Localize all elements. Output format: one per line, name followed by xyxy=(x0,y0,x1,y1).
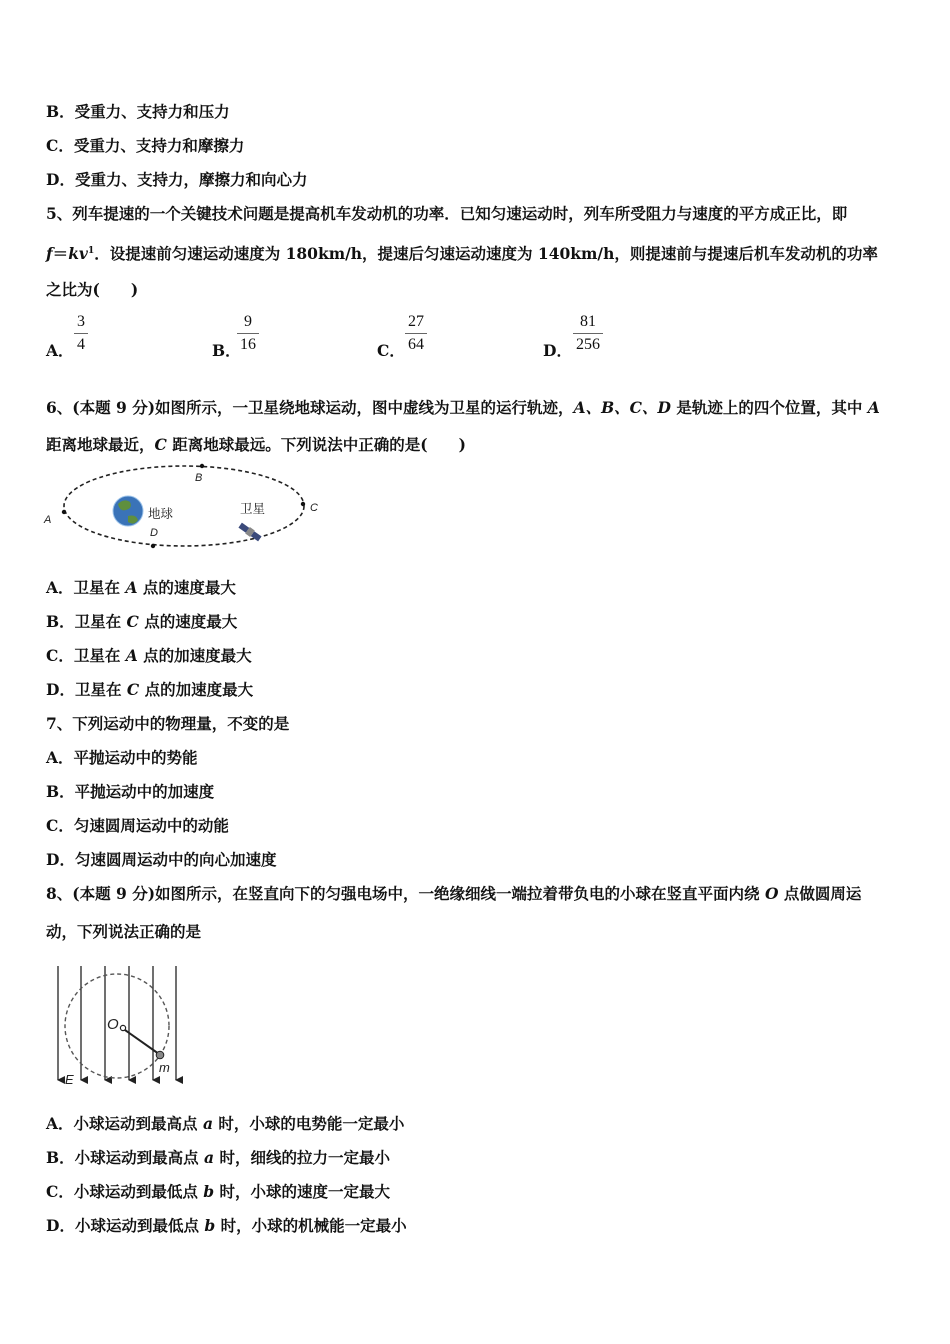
q4-option-b: B．受重力、支持力和压力 xyxy=(46,102,230,121)
satellite-icon xyxy=(238,522,262,542)
earth-label: 地球 xyxy=(148,507,174,521)
label-m: m xyxy=(159,1060,170,1075)
q5-option-a-num: 3 xyxy=(77,313,85,330)
q6-stem-var-a: A xyxy=(867,398,880,417)
q5-stem-line2 xyxy=(46,241,878,264)
q5-option-b-label: B． xyxy=(212,341,241,360)
orbit-point-b xyxy=(200,464,204,468)
q6-satellite-orbit-figure xyxy=(40,460,330,555)
q5-option-a-fraction xyxy=(74,313,88,354)
q6-option-c: C．卫星在 A 点的加速度最大 xyxy=(46,646,252,665)
q5-option-d-label: D． xyxy=(543,341,572,360)
q5-option-d-den: 256 xyxy=(576,336,600,353)
q5-option-b-den: 16 xyxy=(240,336,256,353)
q5-option-d-fraction xyxy=(573,313,603,354)
q8-stem-line1 xyxy=(46,884,861,904)
q5-formula-eq: ＝ xyxy=(52,244,69,264)
label-e: E xyxy=(65,1072,74,1087)
charged-ball xyxy=(156,1051,164,1059)
q5-option-a-label: A． xyxy=(46,341,74,360)
q4-option-c: C．受重力、支持力和摩擦力 xyxy=(46,136,245,155)
orbit-point-c xyxy=(301,502,305,506)
q6-option-d: D．卫星在 C 点的加速度最大 xyxy=(46,680,254,699)
orbit-label-c: C xyxy=(310,502,318,514)
q6-option-b: B．卫星在 C 点的速度最大 xyxy=(46,612,238,631)
q6-stem-line1 xyxy=(46,398,880,418)
orbit-point-d xyxy=(151,544,155,548)
satellite-label: 卫星 xyxy=(240,502,266,516)
q5-formula-f: f xyxy=(46,244,53,264)
earth-icon xyxy=(113,496,143,526)
q5-stem-line2-rest: ．设提速前匀速运动速度为 180km/h，提速后匀速运动速度为 140km/h，则提速前与提速后机车发动机的功率 xyxy=(94,244,878,264)
q7-option-b: B．平抛运动中的加速度 xyxy=(46,782,215,801)
q5-option-a-den: 4 xyxy=(77,336,85,353)
q5-stem-line3: 之比为( ) xyxy=(46,280,139,299)
q5-formula-sup: 1 xyxy=(87,246,95,256)
q8-stem-line1-pre: 8、(本题 9 分)如图所示，在竖直向下的匀强电场中，一绝缘细线一端拉着带负电的小球在竖直平面内绕 xyxy=(46,884,765,903)
q7-option-a: A．平抛运动中的势能 xyxy=(46,748,198,767)
q8-option-b: B．小球运动到最高点 a 时，细线的拉力一定最小 xyxy=(46,1148,390,1167)
q5-stem-line1: 5、列车提速的一个关键技术问题是提高机车发动机的功率．已知匀速运动时，列车所受阻力与速度的平方成正比，即 xyxy=(46,204,848,223)
q6-stem-line2-post: 距离地球最远。下列说法中正确的是( ) xyxy=(166,435,466,454)
q6-stem-var-c: C xyxy=(154,435,167,454)
q8-stem-var-o: O xyxy=(764,884,779,903)
pivot-o xyxy=(120,1025,125,1030)
orbit-ellipse xyxy=(64,466,304,546)
q8-stem-line2: 动，下列说法正确的是 xyxy=(46,922,202,941)
q8-option-a: A．小球运动到最高点 a 时，小球的电势能一定最小 xyxy=(46,1114,405,1133)
q8-stem-line1-post: 点做圆周运 xyxy=(778,884,862,903)
orbit-label-b: B xyxy=(195,472,203,484)
orbit-point-a xyxy=(62,510,66,514)
q5-option-b-num: 9 xyxy=(244,313,252,330)
q5-option-c-den: 64 xyxy=(408,336,424,353)
q5-option-c-label: C． xyxy=(377,341,405,360)
q5-option-c-num: 27 xyxy=(408,313,424,330)
q4-option-d: D．受重力、支持力，摩擦力和向心力 xyxy=(46,170,308,189)
q7-option-d: D．匀速圆周运动中的向心加速度 xyxy=(46,850,277,869)
q5-option-c-fraction xyxy=(405,313,427,354)
q8-option-d: D．小球运动到最低点 b 时，小球的机械能一定最小 xyxy=(46,1216,407,1235)
q7-option-c: C．匀速圆周运动中的动能 xyxy=(46,816,229,835)
q6-stem-line1-post: 是轨迹上的四个位置，其中 xyxy=(670,398,868,417)
orbit-label-d: D xyxy=(150,527,158,539)
orbit-label-a: A xyxy=(44,514,52,526)
q8-option-c: C．小球运动到最低点 b 时，小球的速度一定最大 xyxy=(46,1182,390,1201)
q5-option-d-num: 81 xyxy=(580,313,596,330)
q8-electric-field-figure xyxy=(48,962,193,1090)
q6-stem-points: A、B、C、D xyxy=(573,398,671,417)
label-o: O xyxy=(107,1016,119,1033)
q5-formula-kv: kv xyxy=(68,244,88,264)
string-line xyxy=(125,1030,159,1054)
q6-option-a: A．卫星在 A 点的速度最大 xyxy=(46,578,236,597)
q6-stem-line2 xyxy=(46,435,466,455)
q7-stem: 7、下列运动中的物理量，不变的是 xyxy=(46,714,290,733)
q6-stem-line1-pre: 6、(本题 9 分)如图所示，一卫星绕地球运动，图中虚线为卫星的运行轨迹， xyxy=(46,398,574,417)
q5-option-b-fraction xyxy=(237,313,259,354)
q6-stem-line2-pre: 距离地球最近， xyxy=(46,435,155,454)
